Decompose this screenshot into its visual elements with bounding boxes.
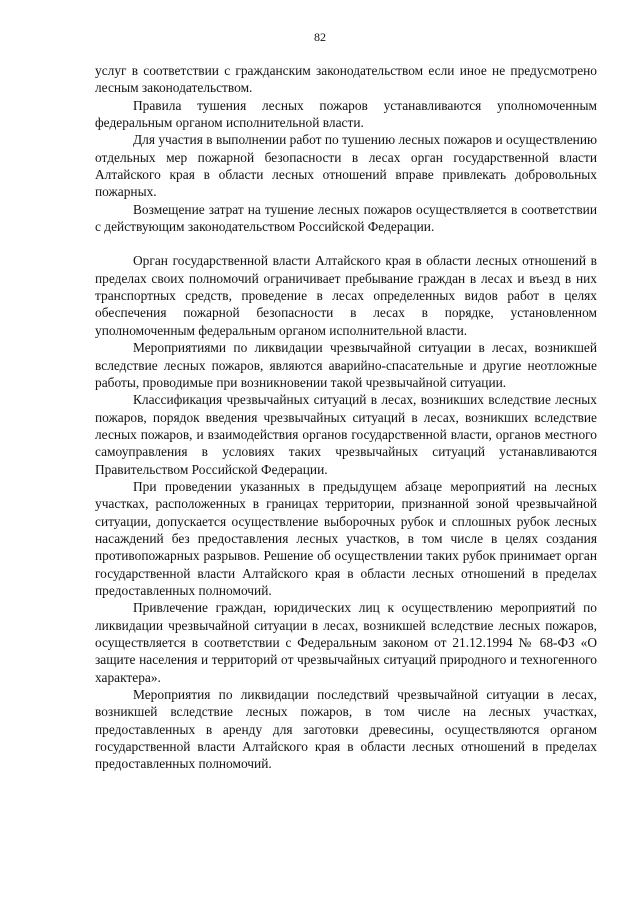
paragraph: Для участия в выполнении работ по тушению лесных пожаров и осуществлению отдельных мер пожарной безопасности в лесах орган государственной власти Алтайского края в области лесных отношений вправе привлекать добровольных пожарных. [95, 132, 597, 200]
paragraph: Классификация чрезвычайных ситуаций в лесах, возникших вследствие лесных пожаров, порядок введения чрезвычайных ситуаций в лесах, возникших вследствие лесных пожаров, и взаимодействия органов государственной власти, органов местного самоуправления в условиях таких чрезвычайных ситуаций устанавливаются Правительством Российской Федерации. [95, 392, 597, 477]
paragraph: Возмещение затрат на тушение лесных пожаров осуществляется в соответствии с действующим законодательством Российской Федерации. [95, 201, 597, 235]
paragraph: Правила тушения лесных пожаров устанавливаются уполномоченным федеральным органом исполнительной власти. [95, 97, 597, 131]
document-body [95, 62, 597, 773]
paragraph: Мероприятия по ликвидации последствий чрезвычайной ситуации в лесах, возникшей вследствие лесных пожаров, в том числе на лесных участках, предоставленных в аренду для заготовки древесины, осуществляются органом государственной власти Алтайского края в области лесных отношений в пределах предоставленных полномочий. [95, 687, 597, 772]
paragraph-continuation: услуг в соответствии с гражданским законодательством если иное не предусмотрено лесным законодательством. [95, 63, 597, 96]
paragraph: При проведении указанных в предыдущем абзаце мероприятий на лесных участках, расположенных в границах территории, признанной зоной чрезвычайной ситуации, допускается осуществление выборочных рубок и сплошных рубок лесных насаждений без предоставления лесных участков, в том числе в целях создания противопожарных разрывов. Решение об осуществлении таких рубок принимает орган государственной власти Алтайского края в области лесных отношений в пределах предоставленных полномочий. [95, 478, 597, 598]
paragraph: Орган государственной власти Алтайского края в области лесных отношений в пределах своих полномочий ограничивает пребывание граждан в лесах и въезд в них транспортных средств, проведение в лесах определенных видов работ в целях обеспечения пожарной безопасности в лесах в порядке, установленном уполномоченным федеральным органом исполнительной власти. [95, 253, 597, 338]
paragraph: Привлечение граждан, юридических лиц к осуществлению мероприятий по ликвидации чрезвычайной ситуации в лесах, возникшей вследствие лесных пожаров, осуществляется в соответствии с Федеральным законом от 21.12.1994 № 68-ФЗ «О защите населения и территорий от чрезвычайных ситуаций природного и техногенного характера». [95, 600, 597, 685]
paragraph: Мероприятиями по ликвидации чрезвычайной ситуации в лесах, возникшей вследствие лесных пожаров, являются аварийно-спасательные и другие неотложные работы, проводимые при возникновении такой чрезвычайной ситуации. [95, 340, 597, 390]
page-number: 82 [314, 30, 326, 44]
